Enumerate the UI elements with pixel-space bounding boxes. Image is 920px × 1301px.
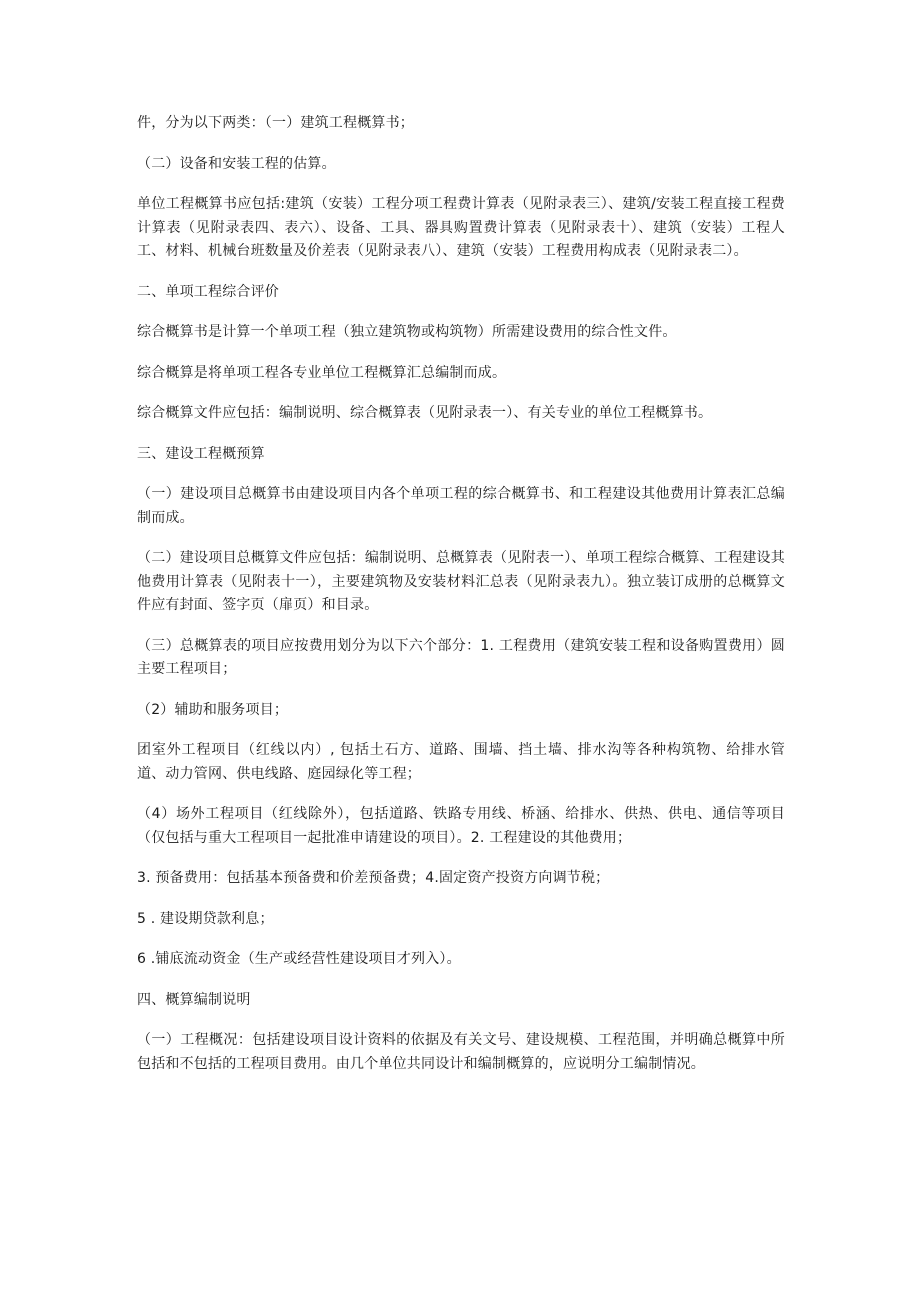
- paragraph-project-overview: （一）工程概况：包括建设项目设计资料的依据及有关文号、建设规模、工程范围，并明确总概算中所包括和不包括的工程项目费用。由几个单位共同设计和编制概算的，应说明分工编制情况。: [137, 1032, 785, 1072]
- document-body: [137, 112, 785, 1093]
- paragraph-auxiliary-items: （2）辅助和服务项目；: [137, 701, 289, 718]
- paragraph-working-capital: 6 .铺底流动资金（生产或经营性建设项目才列入）。: [137, 951, 461, 967]
- paragraph-comprehensive-contents: 综合概算文件应包括：编制说明、综合概算表（见附录表一）、有关专业的单位工程概算书。: [137, 405, 713, 421]
- paragraph-offsite-items: （4）场外工程项目（红线除外），包括道路、铁路专用线、桥涵、给排水、供热、供电、通信等项目（仅包括与重大工程项目一起批准申请建设的项目）。2. 工程建设的其他费用；: [137, 806, 785, 846]
- paragraph-total-estimate-contents: （二）建设项目总概算文件应包括：编制说明、总概算表（见附表一）、单项工程综合概算、工程建设其他费用计算表（见附表十一），主要建筑物及安装材料汇总表（见附录表九）。独立装订成册的总概算文件应有封面、签字页（扉页）和目录。: [137, 550, 785, 613]
- paragraph-unit-estimate-contents: 单位工程概算书应包括:建筑（安装）工程分项工程费计算表（见附录表三）、建筑/安装工程直接工程费计算表（见附录表四、表六）、设备、工具、器具购置费计算表（见附录表十）、建筑（安装）工程人工、材料、机械台班数量及价差表（见附录表八）、建筑（安装）工程费用构成表（见附录表二）。: [137, 196, 785, 259]
- paragraph-comprehensive-definition: 综合概算书是计算一个单项工程（独立建筑物或构筑物）所需建设费用的综合性文件。: [137, 324, 677, 340]
- paragraph-reserve-fees: 3. 预备费用：包括基本预备费和价差预备费；4.固定资产投资方向调节税；: [137, 870, 610, 886]
- section-heading-4: 四、概算编制说明: [137, 991, 251, 1008]
- paragraph-outdoor-items: 团室外工程项目（红线以内）, 包括土石方、道路、围墙、挡土墙、排水沟等各种构筑物、给排水管道、动力管网、供电线路、庭园绿化等工程；: [137, 742, 785, 782]
- paragraph-six-parts: （三）总概算表的项目应按费用划分为以下六个部分：1. 工程费用（建筑安装工程和设备购置费用）圆主要工程项目；: [137, 637, 785, 677]
- section-heading-2: 二、单项工程综合评价: [137, 283, 279, 300]
- paragraph-category-two: （二）设备和安装工程的估算。: [137, 155, 336, 172]
- paragraph-loan-interest: 5 . 建设期贷款利息；: [137, 910, 274, 927]
- paragraph-category-one: 件，分为以下两类：（一）建筑工程概算书；: [137, 115, 414, 131]
- paragraph-comprehensive-compilation: 综合概算是将单项工程各专业单位工程概算汇总编制而成。: [137, 364, 507, 381]
- section-heading-3: 三、建设工程概预算: [137, 445, 265, 462]
- paragraph-total-estimate-compilation: （一）建设项目总概算书由建设项目内各个单项工程的综合概算书、和工程建设其他费用计算表汇总编制而成。: [137, 486, 785, 526]
